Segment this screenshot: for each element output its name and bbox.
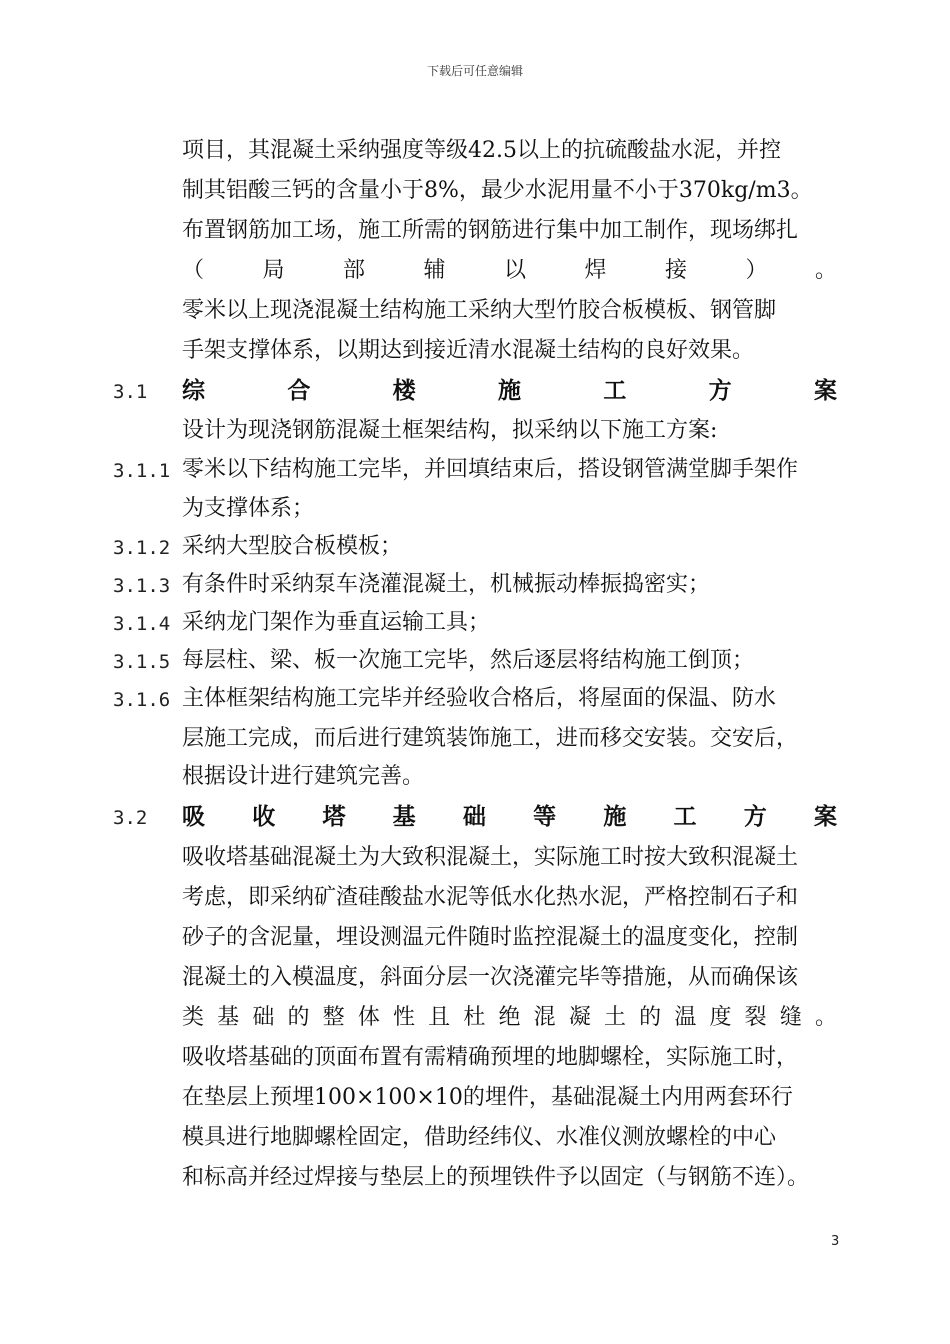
- list-item-line: 有条件时采纳泵车浇灌混凝土，机械振动棒振捣密实；: [182, 572, 711, 597]
- body-text-line: 吸收塔基础的顶面布置有需精确预埋的地脚螺栓，实际施工时，: [182, 1045, 799, 1070]
- list-item-line: 每层柱、梁、板一次施工完毕，然后逐层将结构施工倒顶；: [182, 648, 755, 673]
- list-item-line: 采纳大型胶合板模板；: [182, 534, 403, 559]
- item-number: 3.1.2: [113, 537, 171, 559]
- list-item-line: 为支撑体系；: [182, 496, 315, 521]
- list-item-line: 零米以下结构施工完毕，并回填结束后，搭设钢管满堂脚手架作: [182, 457, 799, 482]
- section-number: 3.1: [113, 381, 148, 403]
- list-item-line: 采纳龙门架作为垂直运输工具；: [182, 610, 491, 635]
- body-text-line: 模具进行地脚螺栓固定，借助经纬仪、水准仪测放螺栓的中心: [182, 1125, 777, 1150]
- list-item-line: 主体框架结构施工完毕并经验收合格后，将屋面的保温、防水: [182, 686, 777, 711]
- item-number: 3.1.3: [113, 575, 171, 597]
- section-number: 3.2: [113, 807, 148, 829]
- body-text-line: 设计为现浇钢筋混凝土框架结构，拟采纳以下施工方案:: [182, 418, 718, 443]
- item-number: 3.1.4: [113, 613, 171, 635]
- body-text-line: 类基础的整体性且杜绝混凝土的温度裂缝。: [182, 1005, 837, 1030]
- item-number: 3.1.5: [113, 651, 171, 673]
- section-heading: 吸收塔基础等施工方案: [182, 804, 837, 830]
- list-item-line: 根据设计进行建筑完善。: [182, 764, 425, 789]
- body-text-line: 布置钢筋加工场，施工所需的钢筋进行集中加工制作，现场绑扎: [182, 218, 799, 243]
- item-number: 3.1.6: [113, 689, 171, 711]
- body-text-line: 制其铝酸三钙的含量小于8%，最少水泥用量不小于370kg/m3。: [182, 178, 813, 203]
- body-text-line: 砂子的含泥量，埋设测温元件随时监控混凝土的温度变化，控制: [182, 925, 799, 950]
- body-text-line: 在垫层上预埋100×100×10的埋件，基础混凝土内用两套环行: [182, 1085, 793, 1110]
- body-text-line: （局部辅以焊接）。: [182, 258, 837, 283]
- body-text-line: 吸收塔基础混凝土为大致积混凝土，实际施工时按大致积混凝土: [182, 845, 799, 870]
- page-number: 3: [831, 1234, 840, 1249]
- body-text-line: 项目，其混凝土采纳强度等级42.5以上的抗硫酸盐水泥，并控: [182, 138, 781, 163]
- page-header: 下载后可任意编辑: [426, 64, 523, 78]
- item-number: 3.1.1: [113, 460, 171, 482]
- section-heading: 综合楼施工方案: [182, 378, 837, 404]
- body-text-line: 手架支撑体系，以期达到接近清水混凝土结构的良好效果。: [182, 338, 755, 363]
- body-text-line: 零米以上现浇混凝土结构施工采纳大型竹胶合板模板、钢管脚: [182, 298, 777, 323]
- body-text-line: 混凝土的入模温度，斜面分层一次浇灌完毕等措施，从而确保该: [182, 965, 799, 990]
- list-item-line: 层施工完成，而后进行建筑装饰施工，进而移交安装。交安后，: [182, 726, 799, 751]
- body-text-line: 和标高并经过焊接与垫层上的预埋铁件予以固定（与钢筋不连）。: [182, 1165, 810, 1190]
- body-text-line: 考虑，即采纳矿渣硅酸盐水泥等低水化热水泥，严格控制石子和: [182, 885, 799, 910]
